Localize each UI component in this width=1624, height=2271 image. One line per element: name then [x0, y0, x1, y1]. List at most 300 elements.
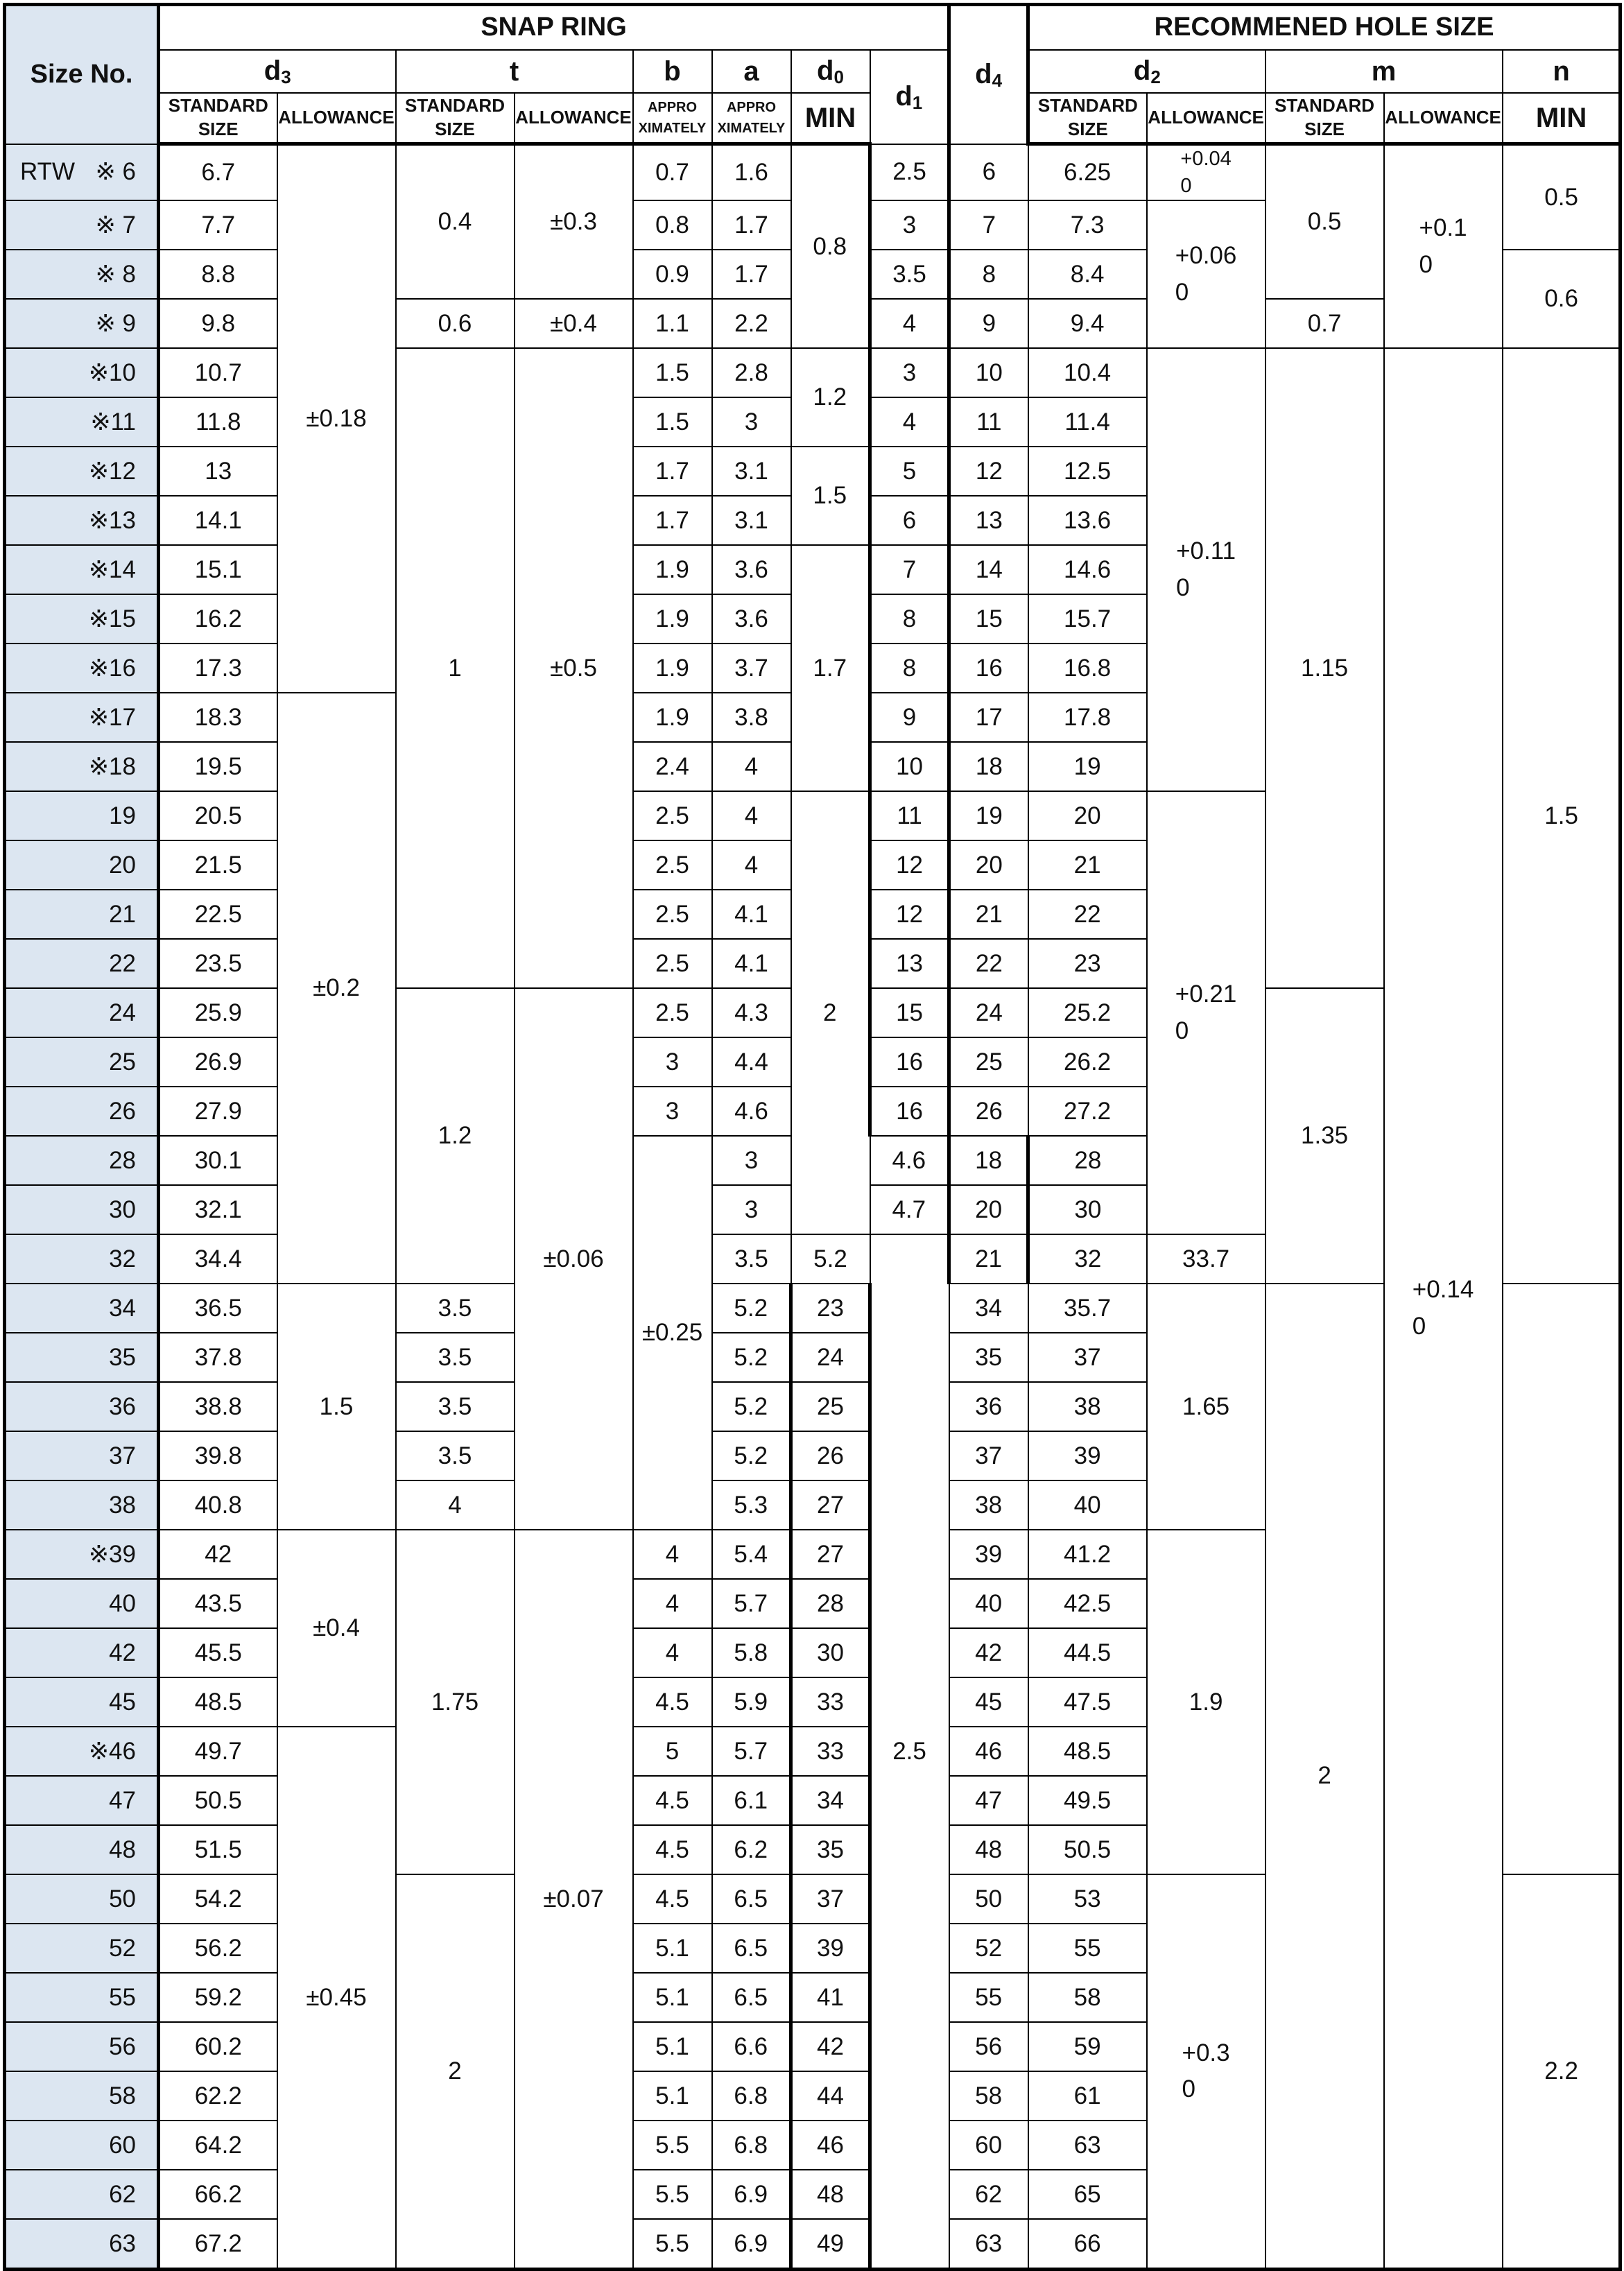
- d2-standard-size-cell: 17.8: [1028, 693, 1147, 742]
- size-value: ※12: [88, 457, 136, 485]
- d3_allow-cell: ±0.45: [277, 1727, 396, 2270]
- d1-cell: 32: [1028, 1234, 1147, 1284]
- d3-standard-size-cell: 13: [159, 447, 277, 496]
- d2-standard-size-cell: 50.5: [1028, 1825, 1147, 1874]
- d2-standard-size-cell: 63: [1028, 2121, 1147, 2170]
- d2-standard-size-cell: 9.4: [1028, 299, 1147, 348]
- d2-standard-size-cell: 19: [1028, 742, 1147, 791]
- size-no-cell: [5, 2170, 159, 2219]
- size-value: 48: [109, 1836, 136, 1863]
- b-cell: 3.5: [396, 1284, 515, 1333]
- size-value: 20: [109, 851, 136, 879]
- b-cell: 2.5: [633, 791, 712, 840]
- d3-standard-size-header: STANDARD SIZE: [159, 93, 277, 144]
- a-cell: 6.8: [712, 2121, 791, 2170]
- d4-cell: 34: [791, 1776, 870, 1825]
- b-cell: 2.4: [633, 742, 712, 791]
- b-cell: 0.7: [633, 144, 712, 201]
- a-cell: 4.1: [712, 939, 791, 988]
- size-no-cell: [5, 1628, 159, 1677]
- size-value: ※ 9: [95, 309, 136, 337]
- d3-standard-size-cell: 18.3: [159, 693, 277, 742]
- d3-standard-size-cell: 48.5: [159, 1677, 277, 1727]
- d3-standard-size-cell: 10.7: [159, 348, 277, 397]
- size-value: ※39: [88, 1540, 136, 1568]
- m-standard-size-header: STANDARD SIZE: [1265, 93, 1384, 144]
- d2-standard-size-cell: 39: [1028, 1431, 1147, 1480]
- b-cell: 5.1: [633, 1924, 712, 1973]
- size-no-cell: [5, 1382, 159, 1431]
- b-cell: 1.5: [633, 397, 712, 447]
- d2-standard-size-cell: 14.6: [1028, 545, 1147, 594]
- d2-standard-size-header: STANDARD SIZE: [1028, 93, 1147, 144]
- size-no-cell: [5, 1431, 159, 1480]
- size-value: ※17: [88, 703, 136, 731]
- size-no-cell: [5, 250, 159, 299]
- size-no-cell: [5, 1579, 159, 1628]
- a-cell: 1.7: [712, 250, 791, 299]
- recommended-hole-size-header: RECOMMENED HOLE SIZE: [1028, 5, 1621, 51]
- b-cell: 4: [396, 1480, 515, 1530]
- d2-standard-size-cell: 13.6: [1028, 496, 1147, 545]
- a-cell: 4.6: [870, 1136, 949, 1185]
- n_min-cell: 0.6: [1503, 250, 1621, 348]
- d3-standard-size-cell: 8.8: [159, 250, 277, 299]
- d4-cell: 5: [870, 447, 949, 496]
- size-no-cell: [5, 840, 159, 890]
- d3-standard-size-cell: 66.2: [159, 2170, 277, 2219]
- d2-standard-size-cell: 16.8: [1028, 644, 1147, 693]
- d2-standard-size-cell: 58: [1028, 1973, 1147, 2022]
- d1-cell: 21: [949, 890, 1028, 939]
- a-cell: 3.6: [712, 545, 791, 594]
- size-no-cell: [5, 939, 159, 988]
- size-value: 56: [109, 2032, 136, 2060]
- size-value: 34: [109, 1294, 136, 1322]
- b-cell: 5.1: [633, 2071, 712, 2121]
- b-cell: 4.5: [633, 1825, 712, 1874]
- d3-standard-size-cell: 37.8: [159, 1333, 277, 1382]
- d4-cell: 8: [870, 644, 949, 693]
- size-value: 32: [109, 1245, 136, 1272]
- a-cell: 1.6: [712, 144, 791, 201]
- d2_allow-tolerance: [1175, 976, 1237, 1049]
- d4-cell: 8: [870, 594, 949, 644]
- size-no-cell: [5, 299, 159, 348]
- a-cell: 4: [712, 742, 791, 791]
- d3-standard-size-cell: 32.1: [159, 1185, 277, 1234]
- n_min-cell: 1.5: [1503, 348, 1621, 1284]
- d2-standard-size-cell: 22: [1028, 890, 1147, 939]
- b-cell: 1.9: [633, 545, 712, 594]
- d4-cell: 41: [791, 1973, 870, 2022]
- b-cell: 1.1: [633, 299, 712, 348]
- size-value: 25: [109, 1048, 136, 1076]
- a-approx-header: APPRO XIMATELY: [712, 93, 791, 144]
- d3-standard-size-cell: 60.2: [159, 2022, 277, 2071]
- d4-cell: 35: [791, 1825, 870, 1874]
- b-cell: 4: [633, 1579, 712, 1628]
- d4-cell: 15: [870, 988, 949, 1037]
- a-cell: 5.4: [712, 1530, 791, 1579]
- d1-cell: 24: [949, 988, 1028, 1037]
- t_std-cell: 0.6: [396, 299, 515, 348]
- a-cell: 5.7: [712, 1579, 791, 1628]
- m_std-cell: 1.15: [1265, 348, 1384, 988]
- d3-standard-size-cell: 25.9: [159, 988, 277, 1037]
- d2_allow-lower: 0: [1176, 573, 1190, 601]
- size-value: ※13: [88, 506, 136, 534]
- size-no-cell: [5, 1333, 159, 1382]
- d2-standard-size-cell: 7.3: [1028, 200, 1147, 250]
- d2_allow-cell: [1147, 1874, 1265, 2270]
- table-body: [5, 144, 1621, 2270]
- d1-cell: 28: [1028, 1136, 1147, 1185]
- d4-cell: 3: [870, 348, 949, 397]
- t_allow-cell: ±0.3: [515, 144, 633, 300]
- d1-cell: 17: [949, 693, 1028, 742]
- t_std-cell: 0.4: [396, 144, 515, 300]
- d4-cell: 6: [870, 496, 949, 545]
- m-allowance-header: ALLOWANCE: [1384, 93, 1503, 144]
- d2-standard-size-cell: 59: [1028, 2022, 1147, 2071]
- size-no-cell: [5, 1530, 159, 1579]
- size-no-cell: [5, 447, 159, 496]
- size-no-cell: [5, 1874, 159, 1924]
- size-no-cell: [5, 1677, 159, 1727]
- d1-cell: 9: [949, 299, 1028, 348]
- d4-cell: 12: [870, 840, 949, 890]
- b-cell: 2.5: [633, 840, 712, 890]
- table-row: [5, 348, 1621, 397]
- size-value: 42: [109, 1639, 136, 1666]
- size-value: 52: [109, 1934, 136, 1962]
- a-cell: 6.8: [712, 2071, 791, 2121]
- m_std-cell: 1.9: [1147, 1530, 1265, 1874]
- d2-standard-size-cell: 25.2: [1028, 988, 1147, 1037]
- d3-standard-size-cell: 22.5: [159, 890, 277, 939]
- a-cell: 5.2: [712, 1333, 791, 1382]
- d3-standard-size-cell: 7.7: [159, 200, 277, 250]
- size-value: 24: [109, 999, 136, 1026]
- n-header: n: [1503, 50, 1621, 93]
- d2-standard-size-cell: 20: [1028, 791, 1147, 840]
- d2-header: $d_2$: [1028, 50, 1265, 93]
- d1-cell: 15: [949, 594, 1028, 644]
- a-cell: 2.2: [712, 299, 791, 348]
- d2-standard-size-cell: 42.5: [1028, 1579, 1147, 1628]
- d3-standard-size-cell: 62.2: [159, 2071, 277, 2121]
- d1-cell: 20: [949, 840, 1028, 890]
- d3-standard-size-cell: 59.2: [159, 1973, 277, 2022]
- d1-cell: 62: [949, 2170, 1028, 2219]
- d3_allow-cell: ±0.25: [633, 1136, 712, 1530]
- m_allow-cell: [1384, 348, 1503, 2270]
- size-value: 63: [109, 2229, 136, 2257]
- size-no-cell: [5, 1234, 159, 1284]
- d3-standard-size-cell: 64.2: [159, 2121, 277, 2170]
- b-header: b: [633, 50, 712, 93]
- m_allow-lower: 0: [1412, 1312, 1426, 1340]
- d4-cell: 7: [870, 545, 949, 594]
- d2_allow-upper: +0.04: [1180, 148, 1232, 170]
- size-no-cell: [5, 693, 159, 742]
- d2-standard-size-cell: 40: [1028, 1480, 1147, 1530]
- d2_allow-lower: 0: [1175, 1017, 1189, 1044]
- b-cell: 0.9: [633, 250, 712, 299]
- t_std-cell: 1.75: [396, 1530, 515, 1874]
- d3-standard-size-cell: 45.5: [159, 1628, 277, 1677]
- d1-cell: 22: [949, 939, 1028, 988]
- size-no-cell: [5, 1973, 159, 2022]
- size-no-cell: [5, 144, 159, 201]
- d4-header: $d_4$: [949, 5, 1028, 144]
- size-value: 50: [109, 1885, 136, 1912]
- d4-cell: 30: [791, 1628, 870, 1677]
- d2-standard-size-cell: 48.5: [1028, 1727, 1147, 1776]
- d3-standard-size-cell: 11.8: [159, 397, 277, 447]
- d3-standard-size-cell: 19.5: [159, 742, 277, 791]
- b-cell: 4: [633, 1530, 712, 1579]
- d4-cell: 48: [791, 2170, 870, 2219]
- size-no-cell: [5, 397, 159, 447]
- d2-standard-size-cell: 6.25: [1028, 144, 1147, 201]
- a-cell: 4.1: [712, 890, 791, 939]
- d1-cell: 40: [949, 1579, 1028, 1628]
- a-cell: 4.7: [870, 1185, 949, 1234]
- d2-standard-size-cell: 23: [1028, 939, 1147, 988]
- d3-standard-size-cell: 23.5: [159, 939, 277, 988]
- size-no-cell: [5, 2121, 159, 2170]
- m_allow-tolerance: [1413, 1272, 1474, 1345]
- d2-standard-size-cell: 61: [1028, 2071, 1147, 2121]
- d2-standard-size-cell: 11.4: [1028, 397, 1147, 447]
- d3-standard-size-cell: 38.8: [159, 1382, 277, 1431]
- d2-standard-size-cell: 35.7: [1028, 1284, 1147, 1333]
- d2_allow-lower: 0: [1175, 278, 1189, 306]
- d4-cell: 13: [870, 939, 949, 988]
- d2_allow-tolerance: [1175, 238, 1237, 311]
- d2-standard-size-cell: 27.2: [1028, 1087, 1147, 1136]
- b-approx-header: APPRO XIMATELY: [633, 93, 712, 144]
- d4-cell: 46: [791, 2121, 870, 2170]
- d3-standard-size-cell: 56.2: [159, 1924, 277, 1973]
- size-value: 62: [109, 2180, 136, 2208]
- d3-standard-size-cell: 36.5: [159, 1284, 277, 1333]
- b-cell: 3.5: [396, 1333, 515, 1382]
- b-cell: 4.5: [633, 1677, 712, 1727]
- d2_allow-lower: 0: [1180, 175, 1192, 198]
- d3-standard-size-cell: 50.5: [159, 1776, 277, 1825]
- size-no-cell: [5, 1776, 159, 1825]
- size-value: ※11: [90, 408, 136, 435]
- b-cell: 1.7: [633, 447, 712, 496]
- t-standard-size-header: STANDARD SIZE: [396, 93, 515, 144]
- d2_allow-upper: +0.3: [1182, 2039, 1230, 2066]
- d2-standard-size-cell: 44.5: [1028, 1628, 1147, 1677]
- a-cell: 6.9: [712, 2170, 791, 2219]
- m_allow-cell: [1384, 144, 1503, 349]
- d4-cell: 16: [870, 1037, 949, 1087]
- b-cell: 3.5: [712, 1234, 791, 1284]
- d3-standard-size-cell: 51.5: [159, 1825, 277, 1874]
- size-value: 58: [109, 2082, 136, 2109]
- d1-cell: 47: [949, 1776, 1028, 1825]
- b-cell: 1.9: [633, 594, 712, 644]
- d3-allowance-header: ALLOWANCE: [277, 93, 396, 144]
- size-value: ※16: [88, 654, 136, 682]
- d1-cell: 13: [949, 496, 1028, 545]
- b-cell: 3: [712, 1136, 791, 1185]
- size-no-cell: [5, 644, 159, 693]
- size-value: ※ 8: [95, 260, 136, 288]
- a-cell: 3: [712, 397, 791, 447]
- size-value: 45: [109, 1688, 136, 1716]
- d1-cell: 25: [949, 1037, 1028, 1087]
- d1-cell: 63: [949, 2219, 1028, 2270]
- size-no-cell: [5, 2022, 159, 2071]
- d0-cell: 0.8: [791, 144, 870, 349]
- d2-standard-size-cell: 21: [1028, 840, 1147, 890]
- t-header: t: [396, 50, 633, 93]
- d4-cell: 4: [870, 299, 949, 348]
- d4-cell: 25: [791, 1382, 870, 1431]
- d4-cell: 21: [949, 1234, 1028, 1284]
- d1-cell: 10: [949, 348, 1028, 397]
- a-cell: 2.8: [712, 348, 791, 397]
- a-cell: 5.8: [712, 1628, 791, 1677]
- d3-standard-size-cell: 67.2: [159, 2219, 277, 2270]
- d2_allow-upper: +0.06: [1175, 242, 1237, 270]
- size-value: 35: [109, 1343, 136, 1371]
- a-cell: 5.2: [712, 1431, 791, 1480]
- d2_allow-tolerance: [1180, 146, 1231, 200]
- m_std-cell: 1.35: [1265, 988, 1384, 1284]
- size-value: 28: [109, 1146, 136, 1174]
- size-value: 26: [109, 1097, 136, 1125]
- d4-cell: 49: [791, 2219, 870, 2270]
- size-value: 36: [109, 1392, 136, 1420]
- size-no-cell: [5, 200, 159, 250]
- d2_allow-cell: [1147, 791, 1265, 1234]
- d2_allow-upper: +0.21: [1175, 981, 1237, 1008]
- d1-cell: 38: [949, 1480, 1028, 1530]
- d1-cell: 16: [949, 644, 1028, 693]
- size-no-cell: [5, 890, 159, 939]
- d1-cell: 45: [949, 1677, 1028, 1727]
- size-value: 22: [109, 949, 136, 977]
- a-cell: 3.6: [712, 594, 791, 644]
- b-cell: 1.9: [633, 644, 712, 693]
- t_allow-cell: ±0.5: [515, 348, 633, 988]
- d4-cell: 9: [870, 693, 949, 742]
- d1-cell: 37: [949, 1431, 1028, 1480]
- b-cell: 1.9: [633, 693, 712, 742]
- a-cell: 5.2: [791, 1234, 870, 1284]
- n_min-cell: 0.5: [1503, 144, 1621, 250]
- a-cell: 6.2: [712, 1825, 791, 1874]
- a-cell: 4.4: [712, 1037, 791, 1087]
- b-cell: 5.1: [633, 2022, 712, 2071]
- a-cell: 6.1: [712, 1776, 791, 1825]
- d3-standard-size-cell: 43.5: [159, 1579, 277, 1628]
- d4-cell: 23: [791, 1284, 870, 1333]
- m_allow-upper: +0.14: [1412, 1276, 1474, 1304]
- d4-cell: 2.5: [870, 144, 949, 201]
- a-header: a: [712, 50, 791, 93]
- table-row: [5, 1284, 1621, 1333]
- a-cell: 5.3: [712, 1480, 791, 1530]
- m_std-cell: 0.7: [1265, 299, 1384, 348]
- d2-standard-size-cell: 33.7: [1147, 1234, 1265, 1284]
- d2-standard-size-cell: 53: [1028, 1874, 1147, 1924]
- a-cell: 5.9: [712, 1677, 791, 1727]
- d2-standard-size-cell: 55: [1028, 1924, 1147, 1973]
- d1-header: $d_1$: [870, 50, 949, 144]
- a-cell: 5.2: [712, 1382, 791, 1431]
- b-cell: 3.5: [396, 1431, 515, 1480]
- size-value: 38: [109, 1491, 136, 1519]
- b-cell: 4.5: [633, 1874, 712, 1924]
- d2-standard-size-cell: 12.5: [1028, 447, 1147, 496]
- size-no-cell: [5, 791, 159, 840]
- d1-cell: 6: [949, 144, 1028, 201]
- size-no-cell: [5, 1037, 159, 1087]
- b-cell: 5.5: [633, 2121, 712, 2170]
- d2-standard-size-cell: 65: [1028, 2170, 1147, 2219]
- a-cell: 4: [712, 791, 791, 840]
- d2_allow-cell: [1147, 348, 1265, 791]
- size-value: 55: [109, 1983, 136, 2011]
- d2_allow-lower: 0: [1182, 2075, 1195, 2103]
- d3-standard-size-cell: 21.5: [159, 840, 277, 890]
- b-cell: 3: [633, 1087, 712, 1136]
- m_std-cell: 1.65: [1147, 1284, 1265, 1530]
- d0-cell: 1.5: [791, 447, 870, 545]
- d2-standard-size-cell: 15.7: [1028, 594, 1147, 644]
- d1-cell: 58: [949, 2071, 1028, 2121]
- table-row: [5, 144, 1621, 201]
- b-cell: 2.5: [633, 890, 712, 939]
- d2-standard-size-cell: 8.4: [1028, 250, 1147, 299]
- d3_allow-cell: ±0.2: [277, 693, 396, 1284]
- d3_allow-cell: ±0.18: [277, 144, 396, 693]
- d1-cell: 11: [949, 397, 1028, 447]
- m_allow-lower: 0: [1419, 250, 1433, 278]
- d2-standard-size-cell: 10.4: [1028, 348, 1147, 397]
- size-no-cell: [5, 1727, 159, 1776]
- d1-cell: 12: [949, 447, 1028, 496]
- d1-cell: 7: [949, 200, 1028, 250]
- size-no-cell: [5, 742, 159, 791]
- d3-standard-size-cell: 17.3: [159, 644, 277, 693]
- d3-standard-size-cell: 49.7: [159, 1727, 277, 1776]
- t_std-cell: 2: [396, 1874, 515, 2270]
- b-cell: 1.7: [633, 496, 712, 545]
- t-allowance-header: ALLOWANCE: [515, 93, 633, 144]
- size-no-cell: [5, 2219, 159, 2270]
- d3-standard-size-cell: 27.9: [159, 1087, 277, 1136]
- b-cell: 5.5: [633, 2219, 712, 2270]
- size-value: 21: [109, 900, 136, 928]
- d3-standard-size-cell: 15.1: [159, 545, 277, 594]
- d2-standard-size-cell: 37: [1028, 1333, 1147, 1382]
- size-value: ※ 7: [95, 211, 136, 239]
- d1-cell: 46: [949, 1727, 1028, 1776]
- b-cell: 3: [712, 1185, 791, 1234]
- b-cell: 1.5: [633, 348, 712, 397]
- d3-standard-size-cell: 30.1: [159, 1136, 277, 1185]
